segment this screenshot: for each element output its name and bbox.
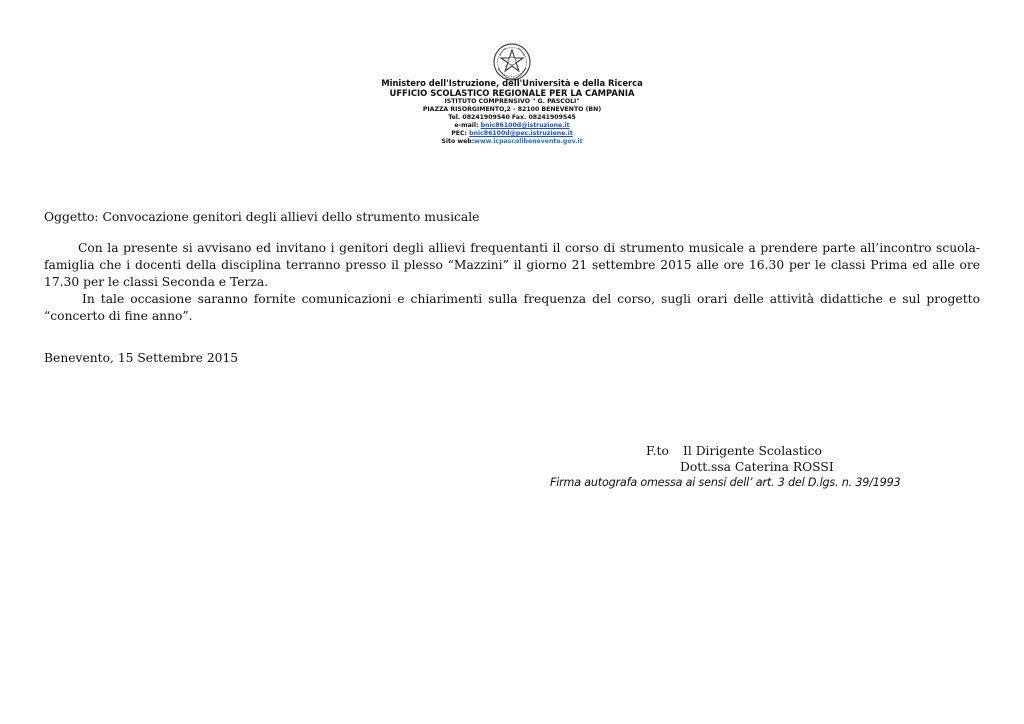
body-paragraph-2: In tale occasione saranno fornite comunicazioni e chiarimenti sulla frequenza del corso, sugli orari delle attività didattiche e sul progetto “concerto di fine anno”. — [44, 292, 980, 323]
regional-office: UFFICIO SCOLASTICO REGIONALE PER LA CAMPANIA — [389, 88, 635, 98]
italian-republic-emblem-icon — [492, 42, 532, 82]
body-paragraph-1: Con la presente si avvisano ed invitano i genitori degli allievi frequentanti il corso di strumento musicale a prendere parte all’incontro scuola-famiglia che i docenti della disciplina terranno presso il plesso “Mazzini” il giorno 21 settembre 2015 alle ore 16.30 per le classi Prima ed alle ore 17.30 per le classi Seconda e Terza. — [44, 241, 980, 289]
document-body — [44, 240, 980, 325]
website-link[interactable]: www.icpascolibenevento.gov.it — [474, 138, 583, 145]
website-label: Sito web: — [441, 138, 475, 145]
signature-name: Dott.ssa Caterina ROSSI — [680, 460, 834, 474]
website-line — [312, 138, 712, 146]
pec-label: PEC: — [451, 130, 470, 137]
signature-fto: F.to — [646, 444, 669, 458]
email-label: e-mail: — [454, 122, 481, 129]
phone-fax: Tel. 08241909540 Fax. 08241909545 — [448, 114, 576, 121]
place-date: Benevento, 15 Settembre 2015 — [44, 351, 239, 365]
institute-name: ISTITUTO COMPRENSIVO " G. PASCOLI" — [444, 98, 580, 105]
pec-line — [312, 130, 712, 138]
signature-block — [550, 443, 910, 491]
email-link[interactable]: bnic86100d@istruzione.it — [480, 122, 570, 129]
signature-title-row — [550, 443, 910, 459]
document-subject: Oggetto: Convocazione genitori degli allievi dello strumento musicale — [44, 210, 480, 224]
signature-note: Firma autografa omessa ai sensi dell’ art. 3 del D.lgs. n. 39/1993 — [550, 476, 901, 489]
email-line — [312, 122, 712, 130]
pec-link[interactable]: bnic86100d@pec.istruzione.it — [469, 130, 573, 137]
ministry-name: Ministero dell'Istruzione, dell'Università e della Ricerca — [381, 78, 643, 88]
letterhead — [312, 78, 712, 146]
institute-address: PIAZZA RISORGIMENTO,2 - 82100 BENEVENTO (BN) — [422, 106, 602, 113]
signature-role: Il Dirigente Scolastico — [683, 444, 822, 458]
